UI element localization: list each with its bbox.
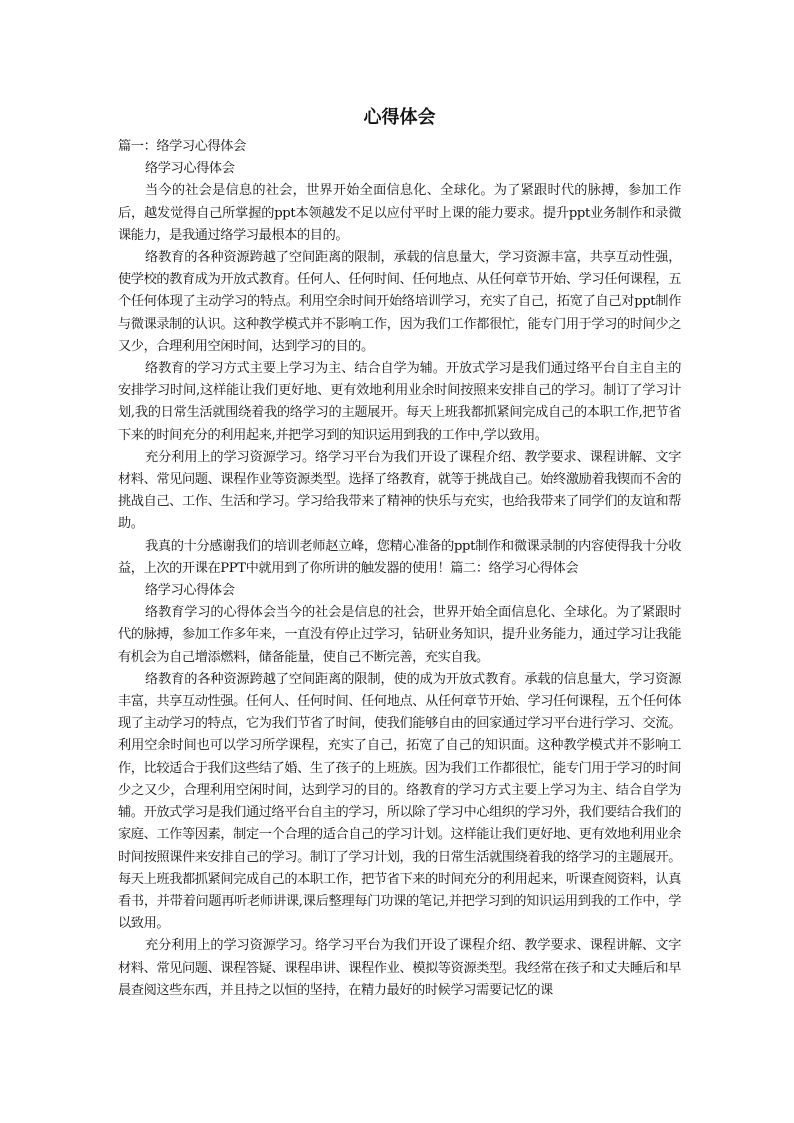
part1-paragraph: 当今的社会是信息的社会，世界开始全面信息化、全球化。为了紧跟时代的脉搏，参加工作后，越发觉得自己所掌握的ppt本领越发不足以应付平时上课的能力要求。提升ppt业务制作和录微课能力，是我通过络学习最根本的目的。 [118,183,681,243]
part2-paragraph: 络教育的各种资源跨越了空间距离的限制，使的成为开放式教育。承载的信息量大，学习资源丰富，共享互动性强。任何人、任何时间、任何地点、从任何章节开始、学习任何课程，五个任何体现了主动学习的特点，它为我们节省了时间，使我们能够自由的回家通过学习平台进行学习、交流。利用空余时间也可以学习所学课程，充实了自己，拓宽了自己的知识面。这种教学模式并不影响工作，比较适合于我们这些结了婚、生了孩子的上班族。因为我们工作都很忙，能专门用于学习的时间少之又少，合理利用空闲时间，达到学习的目的。络教育的学习方式主要上学习为主、结合自学为辅。开放式学习是我们通过络平台自主的学习，所以除了学习中心组织的学习外，我们要结合我们的家庭、工作等因素，制定一个合理的适合自己的学习计划。这样能让我们更好地、更有效地利用业余时间按照课件来安排自己的学习。制订了学习计划，我的日常生活就围绕着我的络学习的主题展开。每天上班我都抓紧间完成自己的本职工作，把节省下来的时间充分的利用起来，听课查阅资料，认真看书，并带着问题再听老师讲课,课后整理每门功课的笔记,并把学习到的知识运用到我的工作中，学以致用。 [118,671,681,932]
part1-paragraph: 络教育的学习方式主要上学习为主、结合自学为辅。开放式学习是我们通过络平台自主自主的安排学习时间,这样能让我们更好地、更有效地利用业余时间按照来安排自己的学习。制订了学习计划,我的日常生活就围绕着我的络学习的主题展开。每天上班我都抓紧间完成自己的本职工作,把节省下来的时间充分的利用起来,并把学习到的知识运用到我的工作中,学以致用。 [118,361,681,443]
part2-subtitle: 络学习心得体会 [145,583,235,599]
part1-paragraph: 我真的十分感谢我们的培训老师赵立峰，您精心准备的ppt制作和微课录制的内容使得我十分收益，上次的开课在PPT中就用到了你所讲的触发器的使用！篇二：络学习心得体会 [118,538,681,576]
document-title: 心得体会 [363,107,436,128]
part1-subtitle: 络学习心得体会 [145,161,235,177]
part1-paragraph: 络教育的各种资源跨越了空间距离的限制，承载的信息量大，学习资源丰富，共享互动性强，使学校的教育成为开放式教育。任何人、任何时间、任何地点、从任何章节开始、学习任何课程，五个任何体现了主动学习的特点。利用空余时间开始络培训学习，充实了自己，拓宽了自己对ppt制作与微课录制的认识。这种教学模式并不影响工作，因为我们工作都很忙，能专门用于学习的时间少之又少，合理利用空闲时间，达到学习的目的。 [118,250,681,354]
part2-paragraph: 充分利用上的学习资源学习。络学习平台为我们开设了课程介绍、教学要求、课程讲解、文字材料、常见问题、课程答疑、课程串讲、课程作业、模拟等资源类型。我经常在孩子和丈夫睡后和早晨查阅这些东西，并且持之以恒的坚持，在精力最好的时候学习需要记忆的课 [118,938,681,998]
part2-paragraph: 络教育学习的心得体会当今的社会是信息的社会，世界开始全面信息化、全球化。为了紧跟时代的脉搏，参加工作多年来，一直没有停止过学习，钻研业务知识，提升业务能力，通过学习让我能有机会为自己增添燃料，储备能量，使自己不断完善，充实自我。 [118,605,681,665]
part1-heading: 篇一：络学习心得体会 [118,139,246,154]
document-page [118,104,681,1002]
part1-paragraph: 充分利用上的学习资源学习。络学习平台为我们开设了课程介绍、教学要求、课程讲解、文字材料、常见问题、课程作业等资源类型。选择了络教育，就等于挑战自己。始终激励着我锲而不舍的挑战自己、工作、生活和学习。学习给我带来了精神的快乐与充实，也给我带来了同学们的友谊和帮助。 [118,449,681,532]
